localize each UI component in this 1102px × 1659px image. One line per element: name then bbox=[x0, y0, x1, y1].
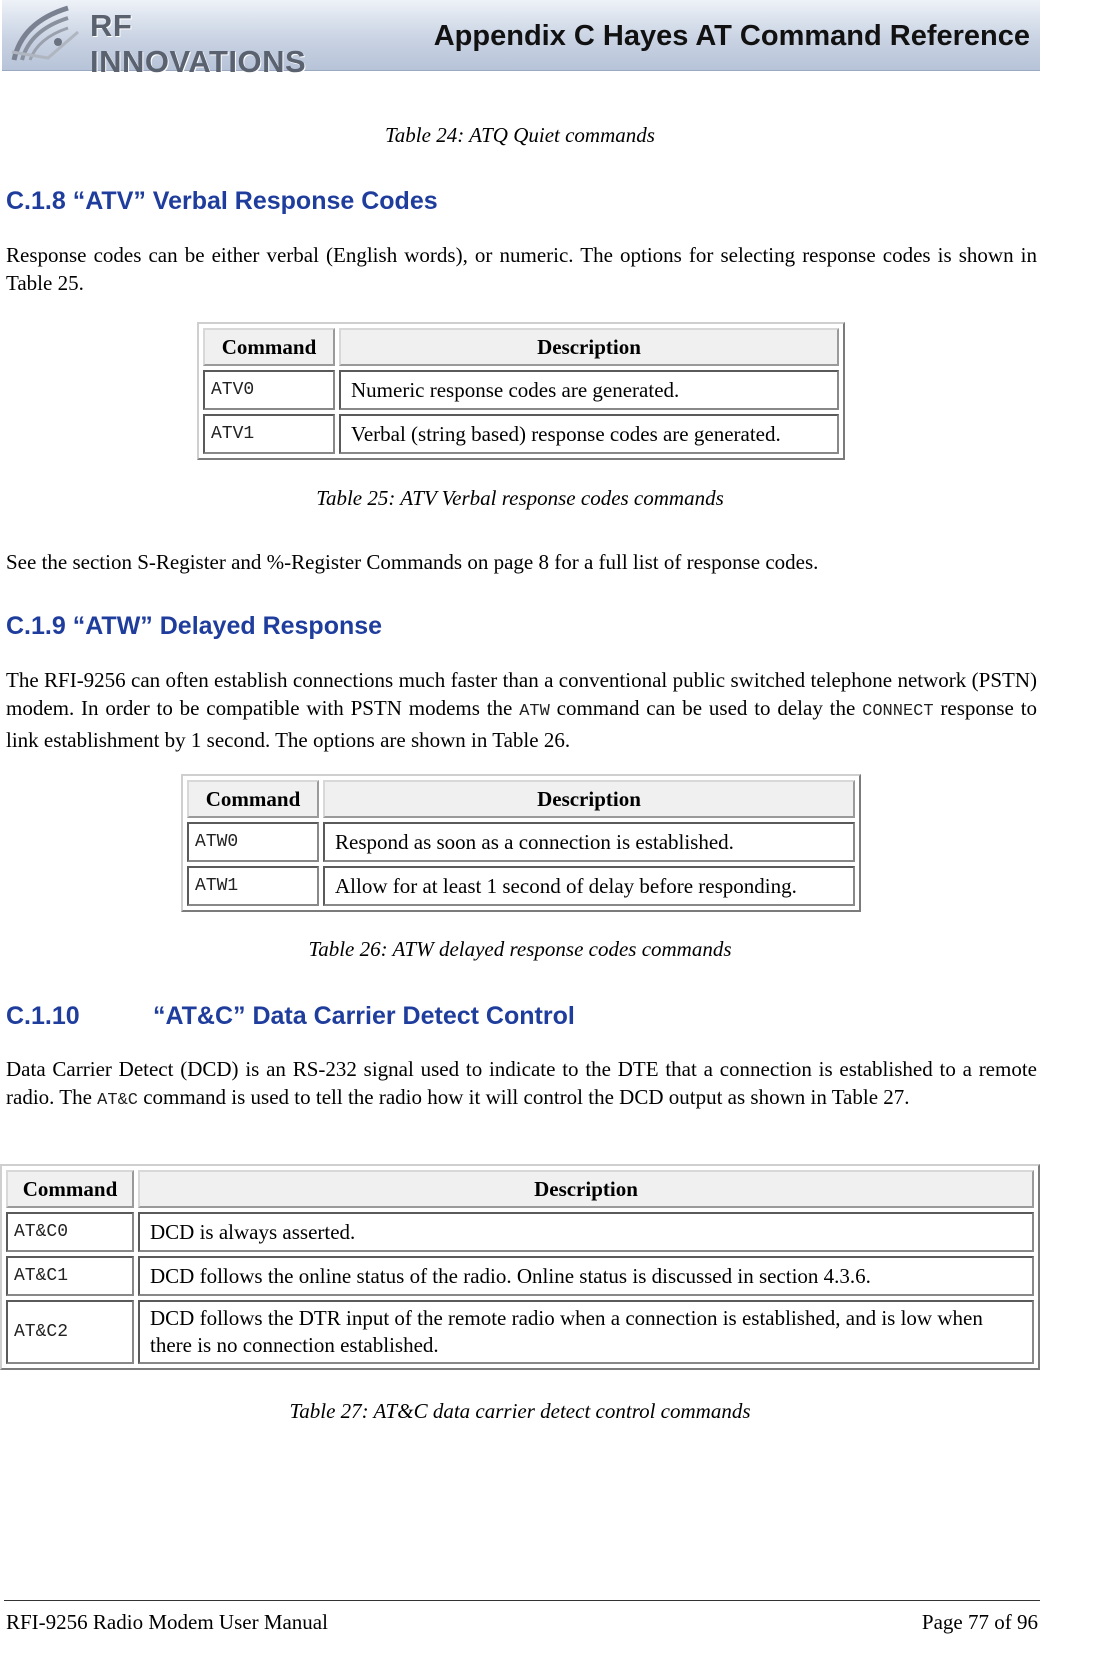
column-header-command: Command bbox=[6, 1170, 134, 1208]
footer-page-number: Page 77 of 96 bbox=[921, 1610, 1038, 1634]
section-heading-atc bbox=[6, 1002, 575, 1031]
command-cell: ATW1 bbox=[187, 866, 319, 906]
table-row bbox=[187, 866, 855, 906]
table-header-row bbox=[6, 1170, 1034, 1208]
command-cell: ATW0 bbox=[187, 822, 319, 862]
section-title: “ATW” Delayed Response bbox=[72, 612, 383, 640]
page-header bbox=[2, 0, 1040, 79]
inline-code: ATW bbox=[519, 702, 550, 721]
atc-paragraph bbox=[6, 1055, 1037, 1115]
response-codes-note: See the section S-Register and %-Register Commands on page 8 for a full list of response codes. bbox=[6, 550, 819, 574]
section-title: “ATV” Verbal Response Codes bbox=[72, 187, 438, 215]
table-row bbox=[187, 822, 855, 862]
table-row bbox=[203, 414, 839, 454]
inline-code: CONNECT bbox=[862, 702, 934, 721]
atw-paragraph bbox=[6, 666, 1037, 754]
footer-divider bbox=[4, 1600, 1040, 1601]
paragraph-text: command is used to tell the radio how it will control the DCD output as shown in Table 27. bbox=[143, 1085, 910, 1109]
table-header-row bbox=[203, 328, 839, 366]
command-cell: AT&C0 bbox=[6, 1212, 134, 1252]
paragraph-text: Data Carrier Detect (DCD) is an RS-232 signal used to indicate to the DTE that a connection is established to a remote radio. The bbox=[6, 1057, 1037, 1109]
description-cell: Respond as soon as a connection is established. bbox=[323, 822, 855, 862]
section-title: “AT&C” Data Carrier Detect Control bbox=[152, 1002, 575, 1030]
section-number: C.1.9 bbox=[6, 612, 66, 640]
paragraph-text: command can be used to delay the bbox=[556, 696, 856, 720]
table-row bbox=[6, 1212, 1034, 1252]
command-cell: AT&C1 bbox=[6, 1256, 134, 1296]
column-header-command: Command bbox=[187, 780, 319, 818]
inline-code: AT&C bbox=[97, 1091, 138, 1110]
column-header-description: Description bbox=[339, 328, 839, 366]
description-cell: DCD is always asserted. bbox=[138, 1212, 1034, 1252]
atw-table bbox=[181, 774, 861, 912]
table-24-caption: Table 24: ATQ Quiet commands bbox=[385, 123, 655, 147]
command-cell: ATV1 bbox=[203, 414, 335, 454]
table-26-caption: Table 26: ATW delayed response codes commands bbox=[308, 937, 732, 961]
table-row bbox=[6, 1256, 1034, 1296]
description-cell: DCD follows the DTR input of the remote radio when a connection is established, and is low when there is no connection established. bbox=[138, 1300, 1034, 1364]
description-cell: Numeric response codes are generated. bbox=[339, 370, 839, 410]
command-cell: AT&C2 bbox=[6, 1300, 134, 1364]
table-row bbox=[203, 370, 839, 410]
logo-text: RF INNOVATIONS bbox=[90, 8, 307, 79]
command-cell: ATV0 bbox=[203, 370, 335, 410]
company-logo bbox=[8, 2, 348, 79]
atv-table bbox=[197, 322, 845, 460]
table-25-caption: Table 25: ATV Verbal response codes commands bbox=[316, 486, 724, 510]
paragraph-text: response to link establishment by 1 second. The options are shown in Table 26. bbox=[6, 696, 1038, 752]
table-header-row bbox=[187, 780, 855, 818]
paragraph-text: The RFI-9256 can often establish connections much faster than a conventional public switched telephone network (PSTN) modem. In order to be compatible with PSTN modems the bbox=[6, 668, 1037, 720]
table-27-caption: Table 27: AT&C data carrier detect control commands bbox=[289, 1399, 751, 1423]
description-cell: Allow for at least 1 second of delay before responding. bbox=[323, 866, 855, 906]
table-row bbox=[6, 1300, 1034, 1364]
section-number: C.1.10 bbox=[6, 1002, 80, 1030]
section-heading-atw bbox=[6, 612, 382, 641]
description-cell: Verbal (string based) response codes are generated. bbox=[339, 414, 839, 454]
column-header-description: Description bbox=[138, 1170, 1034, 1208]
column-header-command: Command bbox=[203, 328, 335, 366]
antenna-logo-icon bbox=[8, 2, 88, 64]
atv-paragraph: Response codes can be either verbal (English words), or numeric. The options for selecting response codes is shown in Table 25. bbox=[6, 243, 1037, 295]
section-heading-atv bbox=[6, 187, 438, 216]
column-header-description: Description bbox=[323, 780, 855, 818]
section-number: C.1.8 bbox=[6, 187, 66, 215]
footer-manual-title: RFI-9256 Radio Modem User Manual bbox=[6, 1610, 328, 1634]
description-cell: DCD follows the online status of the radio. Online status is discussed in section 4.3.6. bbox=[138, 1256, 1034, 1296]
header-title: Appendix C Hayes AT Command Reference bbox=[433, 20, 1030, 52]
atc-table bbox=[0, 1164, 1040, 1370]
